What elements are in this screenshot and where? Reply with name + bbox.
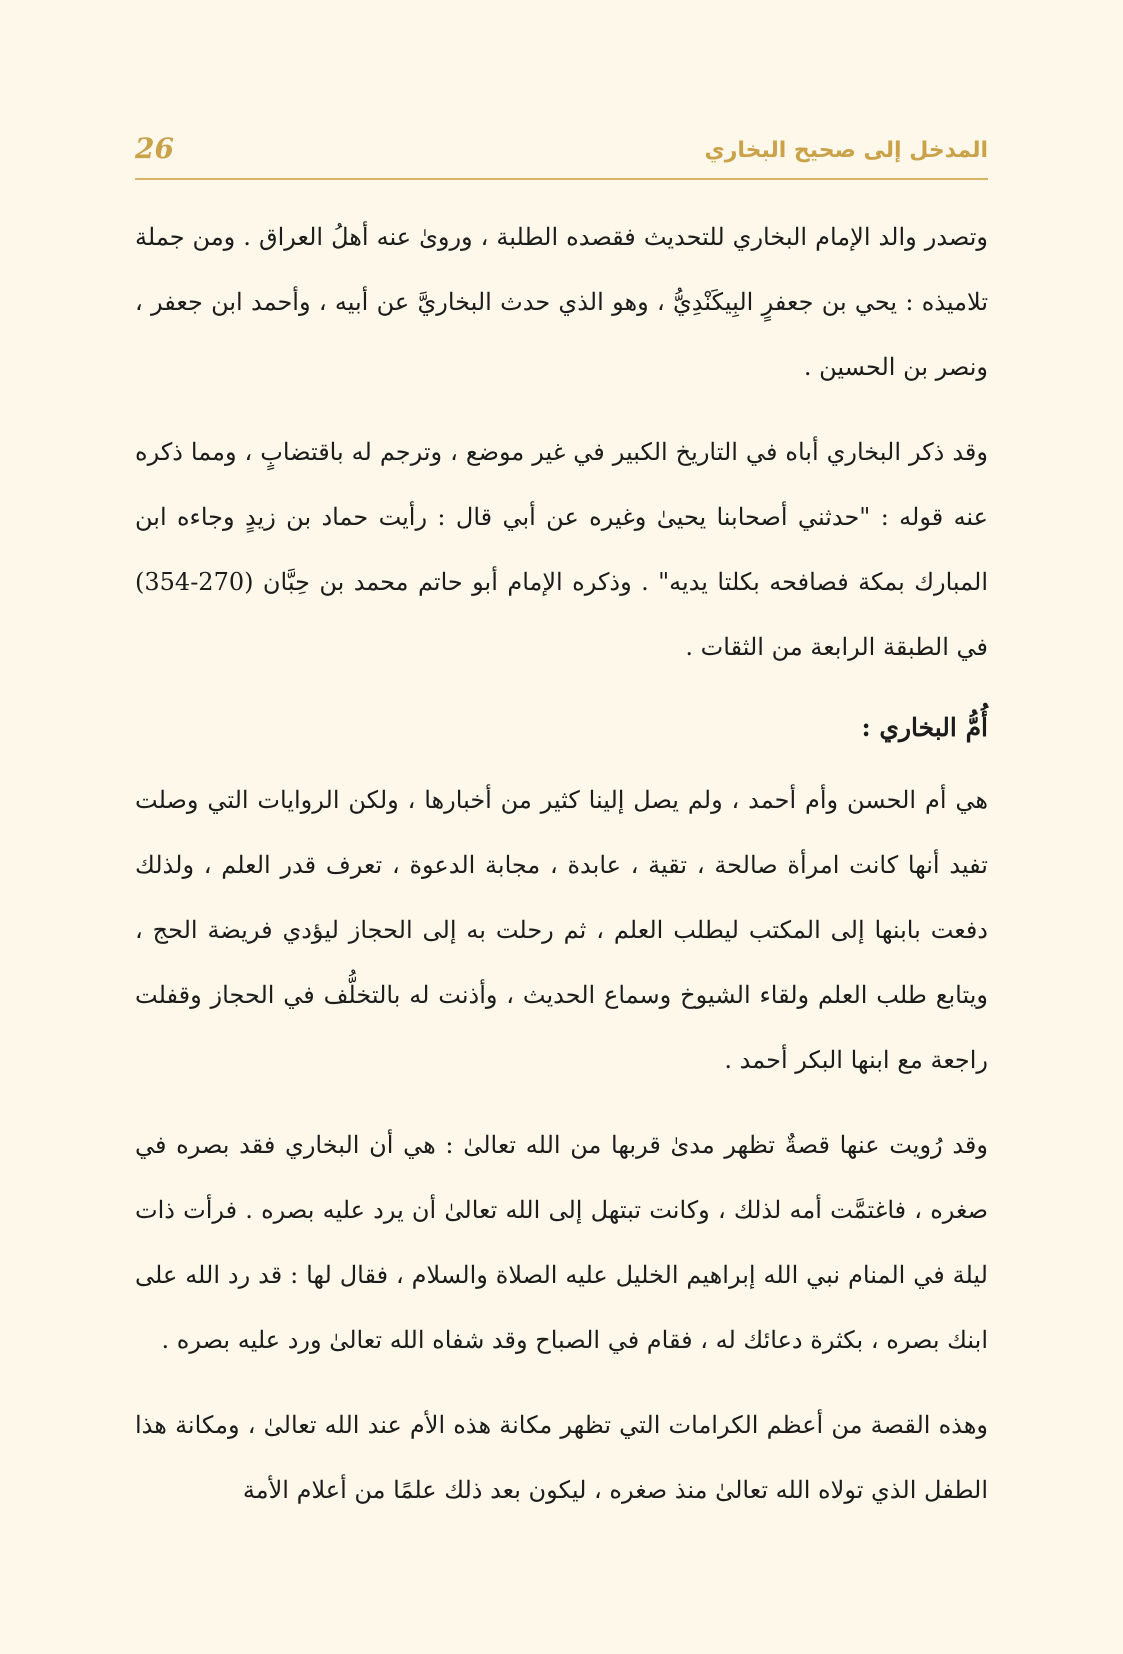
page-number: 26: [135, 132, 174, 165]
page-header: [135, 132, 988, 180]
paragraph-mother-karama: وهذه القصة من أعظم الكرامات التي تظهر مكانة هذه الأم عند الله تعالىٰ ، ومكانة هذا الطفل الذي تولاه الله تعالىٰ منذ صغره ، ليكون بعد ذلك علمًا من أعلام الأمة: [135, 1411, 988, 1504]
paragraph-father-students: وتصدر والد الإمام البخاري للتحديث فقصده الطلبة ، وروىٰ عنه أهلُ العراق . ومن جملة تلاميذه : يحي بن جعفرٍ البِيكَنْدِيُّ ، وهو الذي حدث البخاريَّ عن أبيه ، وأحمد ابن جعفر ، ونصر بن الحسين .: [135, 223, 988, 381]
header-divider: [135, 178, 988, 180]
paragraph-mother-story: وقد رُويت عنها قصةٌ تظهر مدىٰ قربها من الله تعالىٰ : هي أن البخاري فقد بصره في صغره ، فاغتمَّت أمه لذلك ، وكانت تبتهل إلى الله تعالىٰ أن يرد عليه بصره . فرأت ذات ليلة في المنام نبي الله إبراهيم الخليل عليه الصلاة والسلام ، فقال لها : قد رد الله على ابنك بصره ، بكثرة دعائك له ، فقام في الصباح وقد شفاه الله تعالىٰ ورد عليه بصره .: [135, 1131, 988, 1354]
running-title: المدخل إلى صحيح البخاري: [704, 138, 988, 163]
page-body: [135, 205, 988, 1543]
paragraph-father-mentions: وقد ذكر البخاري أباه في التاريخ الكبير في غير موضع ، وترجم له باقتضابٍ ، ومما ذكره عنه قوله : "حدثني أصحابنا يحيىٰ وغيره عن أبي قال : رأيت حماد بن زيدٍ وجاءه ابن المبارك بمكة فصافحه بكلتا يديه" . وذكره الإمام أبو حاتم محمد بن حِبَّان (270-354) في الطبقة الرابعة من الثقات .: [135, 438, 988, 661]
section-heading-mother: أُمُّ البخاري :: [861, 713, 988, 742]
paragraph-mother-description: هي أم الحسن وأم أحمد ، ولم يصل إلينا كثير من أخبارها ، ولكن الروايات التي وصلت تفيد أنها كانت امرأة صالحة ، تقية ، عابدة ، مجابة الدعوة ، تعرف قدر العلم ، ولذلك دفعت بابنها إلى المكتب ليطلب العلم ، ثم رحلت به إلى الحجاز ليؤدي فريضة الحج ، ويتابع طلب العلم ولقاء الشيوخ وسماع الحديث ، وأذنت له بالتخلُّف في الحجاز وقفلت راجعة مع ابنها البكر أحمد .: [135, 786, 989, 1074]
